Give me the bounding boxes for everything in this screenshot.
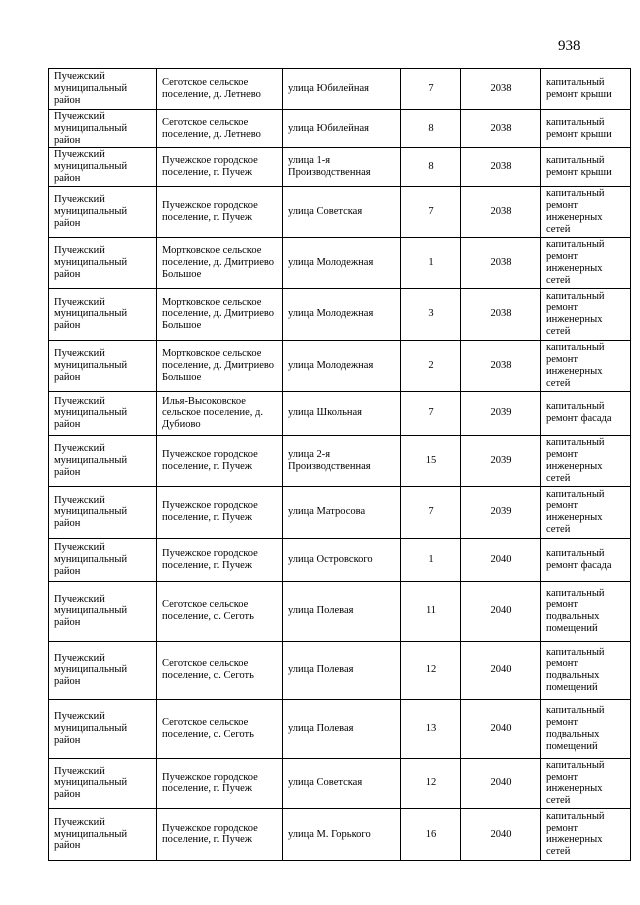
cell-settlement: Илья-Высоковское сельское поселение, д. Дубиово — [157, 391, 283, 435]
cell-street: улица Молодежная — [283, 340, 401, 391]
cell-house-number: 16 — [401, 808, 461, 860]
cell-work-type: капитальный ремонт подвальных помещений — [541, 699, 631, 758]
cell-work-type: капитальный ремонт инженерных сетей — [541, 758, 631, 808]
cell-work-type: капитальный ремонт инженерных сетей — [541, 186, 631, 237]
cell-year: 2038 — [461, 340, 541, 391]
table-row — [49, 110, 631, 148]
cell-district: Пучежский муниципальный район — [49, 699, 157, 758]
cell-year: 2039 — [461, 391, 541, 435]
cell-settlement: Пучежское городское поселение, г. Пучеж — [157, 808, 283, 860]
table-row — [49, 237, 631, 288]
cell-year: 2038 — [461, 186, 541, 237]
cell-street: улица 2-я Производственная — [283, 435, 401, 486]
page-number: 938 — [558, 38, 581, 54]
cell-work-type: капитальный ремонт инженерных сетей — [541, 486, 631, 538]
cell-work-type: капитальный ремонт крыши — [541, 69, 631, 110]
cell-district: Пучежский муниципальный район — [49, 237, 157, 288]
cell-settlement: Пучежское городское поселение, г. Пучеж — [157, 186, 283, 237]
cell-street: улица Юбилейная — [283, 69, 401, 110]
cell-street: улица Школьная — [283, 391, 401, 435]
cell-year: 2040 — [461, 641, 541, 699]
cell-year: 2039 — [461, 435, 541, 486]
cell-settlement: Мортковское сельское поселение, д. Дмитриево Большое — [157, 340, 283, 391]
cell-work-type: капитальный ремонт инженерных сетей — [541, 435, 631, 486]
cell-house-number: 12 — [401, 758, 461, 808]
cell-street: улица Юбилейная — [283, 110, 401, 148]
cell-house-number: 2 — [401, 340, 461, 391]
cell-settlement: Пучежское городское поселение, г. Пучеж — [157, 486, 283, 538]
cell-year: 2038 — [461, 148, 541, 186]
cell-work-type: капитальный ремонт инженерных сетей — [541, 237, 631, 288]
cell-work-type: капитальный ремонт инженерных сетей — [541, 340, 631, 391]
cell-district: Пучежский муниципальный район — [49, 288, 157, 340]
cell-house-number: 7 — [401, 486, 461, 538]
cell-year: 2038 — [461, 288, 541, 340]
cell-district: Пучежский муниципальный район — [49, 486, 157, 538]
cell-district: Пучежский муниципальный район — [49, 758, 157, 808]
cell-street: улица Советская — [283, 186, 401, 237]
cell-work-type: капитальный ремонт крыши — [541, 148, 631, 186]
table-body — [49, 69, 631, 861]
cell-district: Пучежский муниципальный район — [49, 340, 157, 391]
cell-street: улица Полевая — [283, 699, 401, 758]
cell-street: улица Советская — [283, 758, 401, 808]
table-row — [49, 538, 631, 581]
table-row — [49, 186, 631, 237]
cell-settlement: Сеготское сельское поселение, с. Сеготь — [157, 581, 283, 641]
cell-street: улица Полевая — [283, 581, 401, 641]
cell-settlement: Пучежское городское поселение, г. Пучеж — [157, 148, 283, 186]
cell-house-number: 3 — [401, 288, 461, 340]
cell-settlement: Сеготское сельское поселение, с. Сеготь — [157, 699, 283, 758]
cell-settlement: Сеготское сельское поселение, д. Летнево — [157, 69, 283, 110]
cell-house-number: 11 — [401, 581, 461, 641]
table-row — [49, 69, 631, 110]
cell-house-number: 15 — [401, 435, 461, 486]
cell-house-number: 8 — [401, 110, 461, 148]
cell-house-number: 8 — [401, 148, 461, 186]
cell-work-type: капитальный ремонт подвальных помещений — [541, 641, 631, 699]
cell-house-number: 7 — [401, 69, 461, 110]
cell-street: улица Молодежная — [283, 288, 401, 340]
cell-year: 2038 — [461, 237, 541, 288]
cell-district: Пучежский муниципальный район — [49, 391, 157, 435]
table-row — [49, 758, 631, 808]
repair-schedule-table — [48, 68, 631, 861]
table-row — [49, 340, 631, 391]
cell-street: улица Полевая — [283, 641, 401, 699]
cell-settlement: Пучежское городское поселение, г. Пучеж — [157, 538, 283, 581]
cell-district: Пучежский муниципальный район — [49, 538, 157, 581]
table-row — [49, 808, 631, 860]
cell-settlement: Сеготское сельское поселение, с. Сеготь — [157, 641, 283, 699]
cell-year: 2040 — [461, 538, 541, 581]
table-row — [49, 435, 631, 486]
cell-district: Пучежский муниципальный район — [49, 641, 157, 699]
cell-district: Пучежский муниципальный район — [49, 69, 157, 110]
cell-house-number: 12 — [401, 641, 461, 699]
cell-house-number: 13 — [401, 699, 461, 758]
cell-year: 2040 — [461, 758, 541, 808]
cell-year: 2040 — [461, 808, 541, 860]
cell-work-type: капитальный ремонт инженерных сетей — [541, 288, 631, 340]
cell-year: 2040 — [461, 581, 541, 641]
cell-district: Пучежский муниципальный район — [49, 148, 157, 186]
table-row — [49, 391, 631, 435]
cell-house-number: 7 — [401, 186, 461, 237]
cell-work-type: капитальный ремонт подвальных помещений — [541, 581, 631, 641]
cell-settlement: Мортковское сельское поселение, д. Дмитриево Большое — [157, 288, 283, 340]
cell-settlement: Пучежское городское поселение, г. Пучеж — [157, 435, 283, 486]
cell-year: 2040 — [461, 699, 541, 758]
cell-settlement: Мортковское сельское поселение, д. Дмитриево Большое — [157, 237, 283, 288]
cell-street: улица М. Горького — [283, 808, 401, 860]
cell-settlement: Пучежское городское поселение, г. Пучеж — [157, 758, 283, 808]
cell-street: улица Островского — [283, 538, 401, 581]
cell-district: Пучежский муниципальный район — [49, 808, 157, 860]
cell-district: Пучежский муниципальный район — [49, 435, 157, 486]
cell-district: Пучежский муниципальный район — [49, 581, 157, 641]
cell-work-type: капитальный ремонт фасада — [541, 391, 631, 435]
cell-house-number: 7 — [401, 391, 461, 435]
cell-street: улица 1-я Производственная — [283, 148, 401, 186]
cell-district: Пучежский муниципальный район — [49, 186, 157, 237]
table-row — [49, 581, 631, 641]
cell-district: Пучежский муниципальный район — [49, 110, 157, 148]
cell-street: улица Матросова — [283, 486, 401, 538]
cell-house-number: 1 — [401, 237, 461, 288]
cell-year: 2039 — [461, 486, 541, 538]
table-row — [49, 699, 631, 758]
cell-house-number: 1 — [401, 538, 461, 581]
table-row — [49, 641, 631, 699]
cell-work-type: капитальный ремонт инженерных сетей — [541, 808, 631, 860]
table-row — [49, 486, 631, 538]
table-row — [49, 148, 631, 186]
cell-year: 2038 — [461, 110, 541, 148]
cell-year: 2038 — [461, 69, 541, 110]
cell-work-type: капитальный ремонт крыши — [541, 110, 631, 148]
cell-settlement: Сеготское сельское поселение, д. Летнево — [157, 110, 283, 148]
cell-street: улица Молодежная — [283, 237, 401, 288]
cell-work-type: капитальный ремонт фасада — [541, 538, 631, 581]
table-row — [49, 288, 631, 340]
